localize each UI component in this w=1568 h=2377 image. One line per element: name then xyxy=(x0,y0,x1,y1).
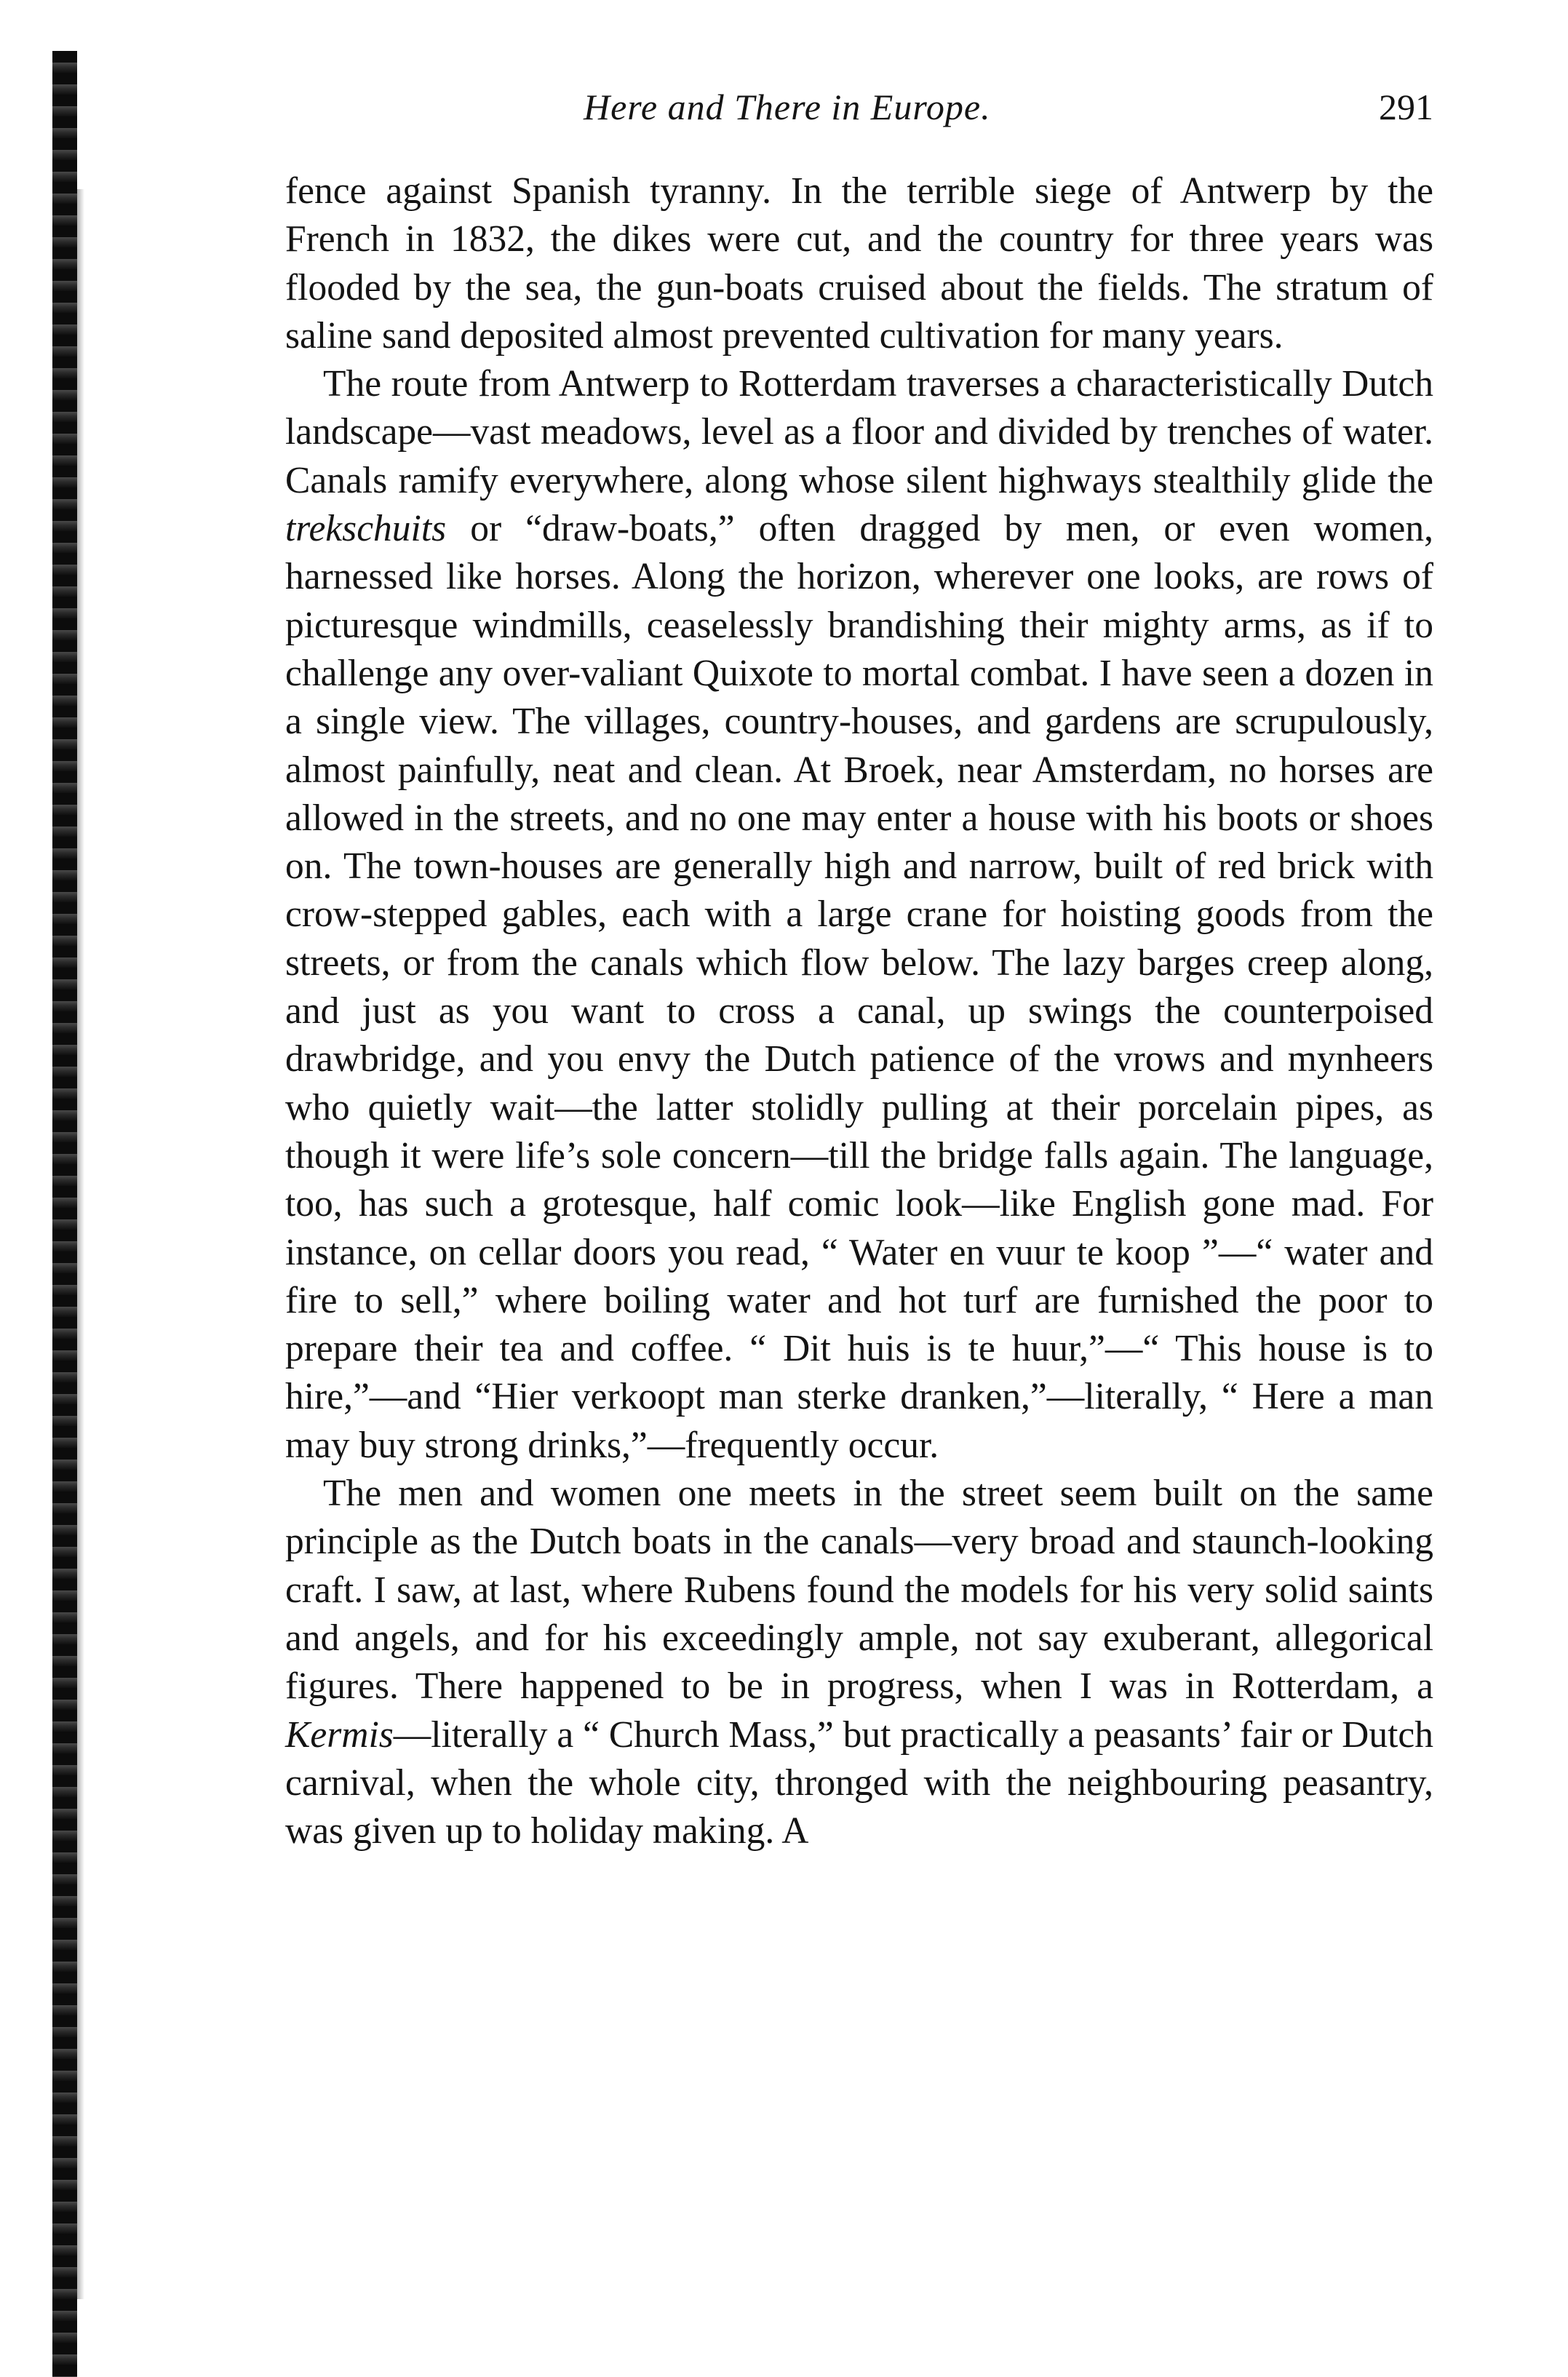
paragraph-3-text-before: The men and women one meets in the street seem built on the same principle as the Dutch boats in the canals—very broad and staunch-looking craft. I saw, at last, where Rubens found the models for his very solid saints and angels, and for his exceedingly ample, not say exuberant, allegorical figures. There happened to be in progress, when I was in Rotterdam, a xyxy=(285,1473,1433,1708)
paragraph-2-text-after: or “draw-boats,” often dragged by men, or even women, harnessed like horses. Along the horizon, wherever one looks, are rows of picturesque windmills, ceaselessly brandishing their mighty arms, as if to challenge any over-valiant Quixote to mortal combat. I have seen a dozen in a single view. The villages, country-houses, and gardens are scrupulously, almost painfully, neat and clean. At Broek, near Amsterdam, no horses are allowed in the streets, and no one may enter a house with his boots or shoes on. The town-houses are generally high and narrow, built of red brick with crow-stepped gables, each with a large crane for hoisting goods from the streets, or from the canals which flow below. The lazy barges creep along, and just as you want to cross a canal, up swings the counterpoised drawbridge, and you envy the Dutch patience of the vrows and mynheers who quietly wait—the latter stolidly pulling at their porcelain pipes, as though it were life’s sole concern—till the bridge falls again. The language, too, has such a grotesque, half comic look—like English gone mad. For instance, on cellar doors you read, “ Water en vuur te koop ”—“ water and fire to sell,” where boiling water and hot turf are furnished the poor to prepare their tea and coffee. “ Dit huis is te huur,”—“ This house is to hire,”—and “Hier verkoopt man sterke dranken,”—literally, “ Here a man may buy strong drinks,”—frequently occur. xyxy=(285,508,1433,1466)
paragraph-3 xyxy=(285,1470,1433,1855)
paragraph-1 xyxy=(285,167,1433,360)
paragraph-3-italic-term: Kermis xyxy=(285,1713,394,1756)
page-number: 291 xyxy=(1379,87,1433,127)
page-header xyxy=(285,86,1433,144)
binding-shadow xyxy=(77,189,84,2299)
paragraph-1-text: fence against Spanish tyranny. In the terrible siege of Antwerp by the French in 1832, the dikes were cut, and the country for three years was flooded by the sea, the gun-boats cruised about the fields. The stratum of saline sand deposited almost prevented cultivation for many years. xyxy=(285,170,1433,357)
running-title: Here and There in Europe. xyxy=(584,87,991,127)
paragraph-2-text-before: The route from Antwerp to Rotterdam traverses a characteristically Dutch landscape—vast meadows, level as a floor and divided by trenches of water. Canals ramify everywhere, along whose silent highways stealthily glide the xyxy=(285,363,1433,501)
paragraph-2 xyxy=(285,360,1433,1470)
paragraph-2-italic-term: trekschuits xyxy=(285,508,447,550)
binding-edge xyxy=(52,51,77,2377)
paragraph-3-text-after: —literally a “ Church Mass,” but practically a peasants’ fair or Dutch carnival, when the whole city, thronged with the neighbouring peasantry, was given up to holiday making. A xyxy=(285,1713,1433,1852)
body-text xyxy=(285,167,1433,1855)
